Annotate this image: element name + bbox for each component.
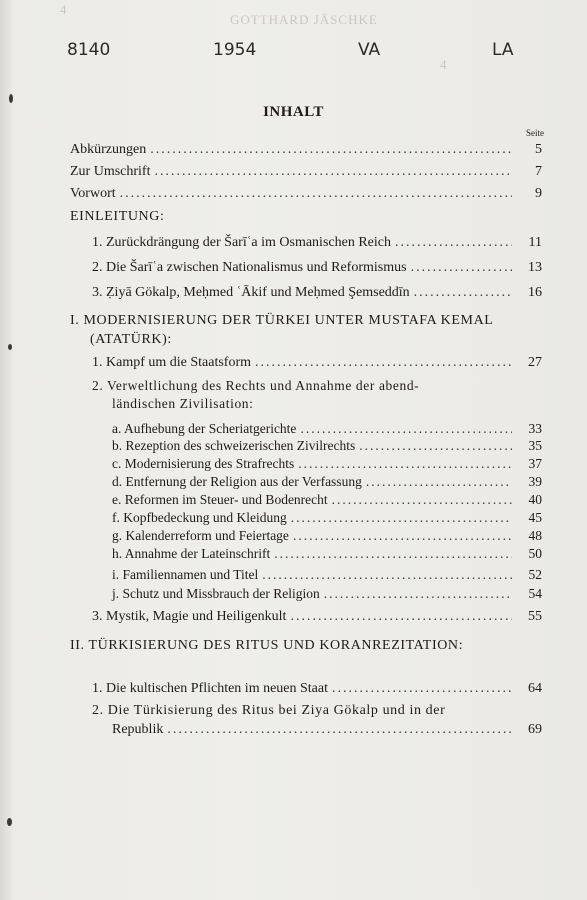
toc-entry: i. Familiennamen und Titel ..... 52 bbox=[112, 566, 542, 584]
toc-entry: Abkürzungen ..... 5 bbox=[70, 141, 542, 159]
toc-entry: 1. Zurückdrängung der Šarīʿa im Osmanischen Reich ..... 11 bbox=[92, 234, 542, 252]
toc-subheading: 2. Verweltlichung des Rechts und Annahme der abend- bbox=[92, 378, 420, 393]
toc-entry: Vorwort ..... 9 bbox=[70, 185, 542, 203]
toc-entry: b. Rezeption des schweizerischen Zivilrechts ..... 35 bbox=[112, 437, 542, 455]
toc-entry: 3. Ẓiyā Gökalp, Meḥmed ʿĀkif und Meḥmed Şemseddīn ..... 16 bbox=[92, 284, 542, 302]
ink-spot bbox=[7, 818, 12, 826]
section-heading: I. MODERNISIERUNG DER TÜRKEI UNTER MUSTAFA KEMAL (ATATÜRK): bbox=[70, 313, 493, 347]
toc-entry: Zur Umschrift ..... 7 bbox=[70, 163, 542, 181]
toc-entry: 1. Kampf um die Staatsform ..... 27 bbox=[92, 354, 542, 372]
toc-entry: 1. Die kultischen Pflichten im neuen Staat ..... 64 bbox=[92, 680, 542, 698]
toc-subheading: 2. Die Türkisierung des Ritus bei Ziya Gökalp und in der bbox=[92, 703, 446, 718]
section-heading: II. TÜRKISIERUNG DES RITUS UND KORANREZITATION: bbox=[70, 638, 464, 653]
toc-entry: e. Reformen im Steuer- und Bodenrecht ..... 40 bbox=[112, 491, 542, 509]
handwritten-note: 1954 bbox=[213, 40, 257, 60]
ink-spot bbox=[9, 94, 13, 103]
toc-subheading: ländischen Zivilisation: bbox=[112, 396, 254, 411]
toc-entry: c. Modernisierung des Strafrechts ..... 37 bbox=[112, 455, 542, 473]
toc-entry: f. Kopfbedeckung und Kleidung ..... 45 bbox=[112, 509, 542, 527]
toc-entry: d. Entfernung der Religion aus der Verfassung ..... 39 bbox=[112, 473, 542, 491]
toc-entry: j. Schutz und Missbrauch der Religion ..... 54 bbox=[112, 585, 542, 603]
handwritten-note: 8140 bbox=[67, 40, 111, 60]
toc-entry: 3. Mystik, Magie und Heiligenkult ..... 55 bbox=[92, 608, 542, 626]
bleed-through-text: 4 bbox=[60, 2, 68, 17]
handwritten-note: VA bbox=[358, 40, 381, 60]
ink-spot bbox=[8, 344, 12, 350]
toc-entry: Republik ..... 69 bbox=[112, 721, 542, 739]
toc-entry: h. Annahme der Lateinschrift ..... 50 bbox=[112, 545, 542, 563]
toc-entry: a. Aufhebung der Scheriatgerichte ..... 33 bbox=[112, 420, 542, 438]
page-title: INHALT bbox=[263, 104, 324, 120]
toc-entry: g. Kalenderreform und Feiertage ..... 48 bbox=[112, 527, 542, 545]
page-column-header: Seite bbox=[526, 128, 544, 138]
bleed-through-text: GOTTHARD JÄSCHKE bbox=[230, 12, 378, 27]
handwritten-note: LA bbox=[492, 40, 514, 60]
toc-entry: 2. Die Šarīʿa zwischen Nationalismus und Reformismus ..... 13 bbox=[92, 259, 542, 277]
section-heading: EINLEITUNG: bbox=[70, 209, 165, 224]
bleed-through-text: 4 bbox=[440, 57, 448, 72]
